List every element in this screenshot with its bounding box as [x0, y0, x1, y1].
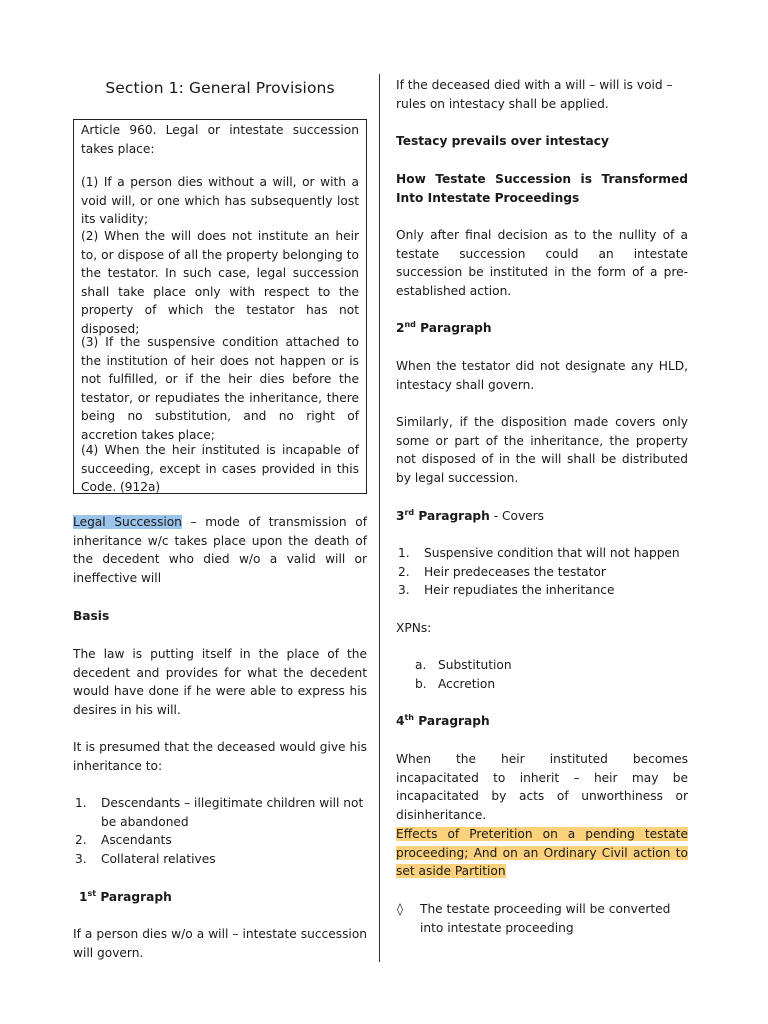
- list-item: 3. Heir repudiates the inheritance: [398, 583, 615, 597]
- list-item: a. Substitution: [415, 658, 512, 672]
- second-paragraph-text-2: Similarly, if the disposition made covers only some or part of the inheritance, the property not disposed of in the will shall be distributed by legal succession.: [396, 415, 688, 485]
- section-title: Section 1: General Provisions: [105, 79, 335, 97]
- preterition-effects-heading: [396, 825, 688, 881]
- article-box-item-4: (4) When the heir instituted is incapable of succeeding, except in cases provided in this Code. (912a): [81, 443, 359, 494]
- legal-succession-definition: [73, 513, 367, 587]
- testacy-heading: Testacy prevails over intestacy: [396, 134, 609, 148]
- article-box-item-3: (3) If the suspensive condition attached to the institution of heir does not happen or is not fulfilled, or if the heir dies before the testator, or repudiates the inheritance, there being no substitution, and no right of accretion takes place;: [81, 335, 359, 442]
- diamond-bullet-text: The testate proceeding will be converted into intestate proceeding: [420, 902, 671, 935]
- preterition-highlight: Effects of Preterition on a pending testate proceeding; And on an Ordinary Civil action to set aside Partition: [396, 827, 688, 878]
- basis-text: The law is putting itself in the place of the decedent and provides for what the decedent would have done if he were able to express his desires in his will.: [73, 647, 367, 717]
- diamond-bullet-icon: ◊: [397, 902, 404, 916]
- basis-heading: Basis: [73, 609, 110, 623]
- right-column: [396, 0, 688, 935]
- heirs-list: [73, 794, 367, 868]
- fourth-paragraph-text: When the heir instituted becomes incapacitated to inherit – heir may be incapacitated by acts of unworthiness or disinheritance.: [396, 752, 688, 822]
- list-item: 1. Suspensive condition that will not happen: [398, 546, 680, 560]
- article-box-intro: Article 960. Legal or intestate succession takes place:: [81, 123, 359, 156]
- list-item: 2. Heir predeceases the testator: [398, 564, 606, 579]
- second-paragraph-text-1: When the testator did not designate any HLD, intestacy shall govern.: [396, 359, 688, 392]
- list-item: 1. Descendants – illegitimate children will not be abandoned: [75, 796, 364, 829]
- xpns-list: [396, 656, 688, 693]
- legal-succession-def-text: – mode of transmission of inheritance w/c takes place upon the death of the decedent who died w/o a valid will or ineffective will: [73, 515, 367, 585]
- transform-heading: How Testate Succession is Transformed Into Intestate Proceedings: [396, 172, 688, 205]
- article-box-item-2: (2) When the will does not institute an heir to, or dispose of all the property belonging to the testator. In such case, legal succession shall take place only with respect to the property of which the testator has not disposed;: [81, 229, 359, 336]
- transform-text: Only after final decision as to the nullity of a testate succession could an intestate succession be instituted in the form of a pre-established action.: [396, 228, 688, 298]
- list-item: b. Accretion: [415, 676, 496, 691]
- covers-list: [396, 544, 688, 600]
- first-paragraph-heading: 1st Paragraph: [79, 888, 172, 904]
- article-960-box: [73, 119, 367, 494]
- legal-succession-term: Legal Succession: [73, 515, 182, 529]
- presumed-text: It is presumed that the deceased would give his inheritance to:: [73, 740, 367, 773]
- third-paragraph-heading: 3rd Paragraph - Covers: [396, 507, 545, 523]
- column-divider: [379, 74, 380, 962]
- void-will-text: If the deceased died with a will – will is void – rules on intestacy shall be applied.: [396, 78, 673, 111]
- second-paragraph-heading: 2nd Paragraph: [396, 319, 492, 335]
- diamond-bullet-item: [396, 900, 688, 937]
- fourth-paragraph-heading: 4th Paragraph: [396, 712, 490, 728]
- article-box-item-1: (1) If a person dies without a will, or with a void will, or one which has subsequently lost its validity;: [81, 175, 359, 226]
- list-item: 3. Collateral relatives: [75, 851, 216, 866]
- list-item: 2. Ascendants: [75, 833, 172, 847]
- first-paragraph-text: If a person dies w/o a will – intestate succession will govern.: [73, 927, 367, 960]
- xpns-label: XPNs:: [396, 621, 432, 635]
